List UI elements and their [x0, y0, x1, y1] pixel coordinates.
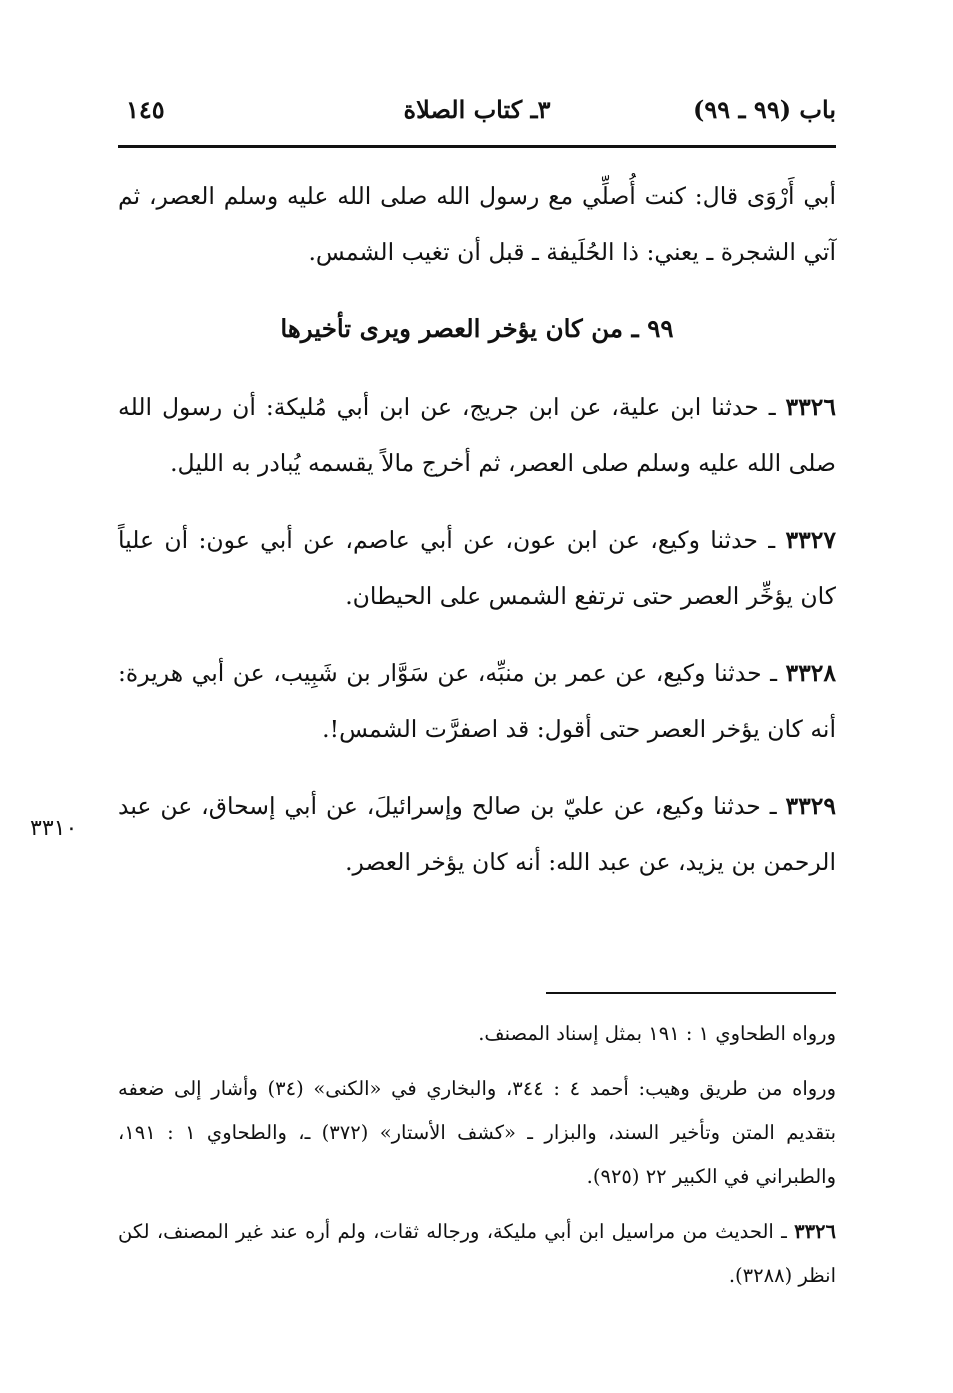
hadith-3329-wrapper	[118, 778, 836, 890]
margin-reference-number: ٣٣١٠	[30, 816, 78, 841]
hadith-number: ٣٣٢٧	[785, 526, 836, 554]
section-heading: ٩٩ ـ من كان يؤخر العصر ويرى تأخيرها	[280, 314, 674, 343]
hadith-text: ـ حدثنا ابن علية، عن ابن جريج، عن ابن أبي مُليكة: أن رسول الله صلى الله عليه وسلم صلى العصر، ثم أخرج مالاً يقسمه يُبادر به الليل.	[118, 393, 836, 477]
hadith-text: ـ حدثنا وكيع، عن ابن عون، عن أبي عاصم، عن أبي عون: أن علياً كان يؤخِّر العصر حتى ترتفع الشمس على الحيطان.	[118, 526, 836, 610]
footnote-divider	[546, 992, 836, 994]
hadith-3329	[118, 778, 836, 890]
footnotes	[118, 1012, 836, 1309]
intro-paragraph: أبي أَرْوَى قال: كنت أُصلِّي مع رسول الله صلى الله عليه وسلم العصر، ثم آتي الشجرة ـ يعني: ذا الحُلَيفة ـ قبل أن تغيب الشمس.	[118, 182, 836, 266]
footnote-1: ورواه الطحاوي ١ : ١٩١ بمثل إسناد المصنف.	[478, 1022, 836, 1045]
hadith-3327	[118, 512, 836, 624]
footnote-3	[118, 1210, 836, 1298]
hadith-text: ـ حدثنا وكيع، عن عمر بن منبِّه، عن سَوَّار بن شَبِيب، عن أبي هريرة: أنه كان يؤخر العصر حتى أقول: قد اصفرَّت الشمس!.	[118, 659, 836, 743]
footnote-text: ـ الحديث من مراسيل ابن أبي مليكة، ورجاله ثقات، ولم أره عند غير المصنف، لكن انظر (٣٢٨٨).	[118, 1220, 836, 1287]
running-header	[118, 92, 836, 136]
book-title: ٣ـ كتاب الصلاة	[403, 95, 551, 124]
page-number: ١٤٥	[126, 95, 165, 124]
hadith-number: ٣٣٢٨	[785, 659, 836, 687]
footnote-2: ورواه من طريق وهيب: أحمد ٤ : ٣٤٤، والبخاري في «الكنى» (٣٤) وأشار إلى ضعفه بتقديم المتن وتأخير السند، والبزار ـ «كشف الأستار» (٣٧٢) ـ، والطحاوي ١ : ١٩١، والطبراني في الكبير ٢٢ (٩٢٥).	[118, 1077, 837, 1188]
header-divider	[118, 145, 836, 148]
hadith-number: ٣٣٢٩	[785, 792, 836, 820]
hadith-text: ـ حدثنا وكيع، عن عليّ بن صالح وإسرائيلَ، عن أبي إسحاق، عن عبد الرحمن بن يزيد، عن عبد الله: أنه كان يؤخر العصر.	[118, 792, 836, 876]
hadith-3328	[118, 645, 836, 757]
hadith-3326	[118, 379, 836, 491]
footnote-number: ٣٣٢٦	[794, 1220, 836, 1243]
hadith-number: ٣٣٢٦	[785, 393, 836, 421]
chapter-reference: باب (٩٩ ـ ٩٩)	[693, 95, 836, 124]
main-text	[118, 168, 836, 911]
